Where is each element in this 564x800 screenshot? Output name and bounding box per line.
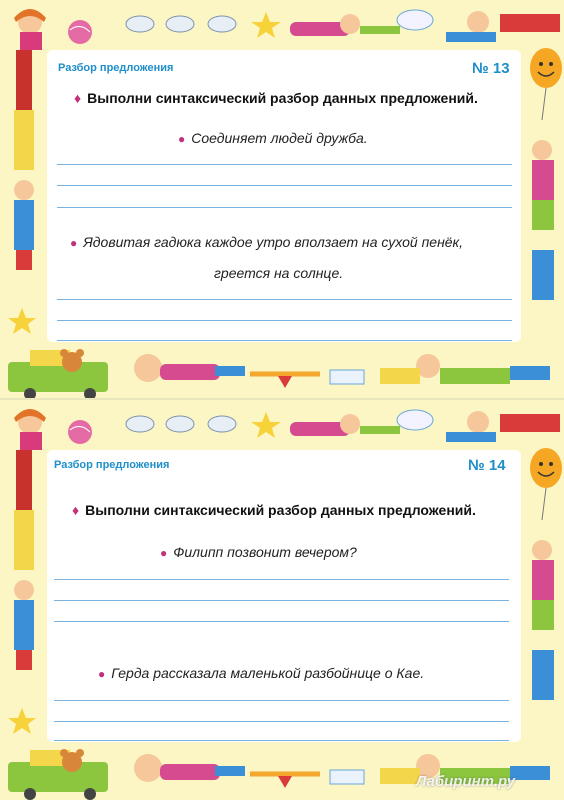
toy-car-icon [8, 750, 108, 800]
seesaw-icon [250, 774, 320, 788]
answer-line [54, 721, 509, 722]
card-number: № 14 [468, 457, 506, 474]
boy-lying-icon [380, 354, 550, 384]
dove-icon [126, 416, 236, 432]
star-icon [251, 12, 281, 38]
bullet-icon: ● [98, 667, 106, 681]
bullet-icon: ● [70, 236, 78, 250]
star-icon [8, 708, 36, 734]
bullet-icon: ● [160, 546, 168, 560]
sentence-2 [70, 234, 463, 250]
task-text: Выполни синтаксический разбор данных предложений. [85, 502, 476, 518]
top-border-illustration [0, 400, 564, 450]
sentence-1-text: Соединяет людей дружба. [191, 130, 368, 146]
answer-line [54, 621, 509, 622]
seesaw-icon [250, 374, 320, 388]
boy-lying-icon [134, 754, 245, 782]
answer-line [57, 207, 512, 208]
watermark: Лабиринт.ру [416, 773, 516, 790]
answer-line [54, 600, 509, 601]
boy-with-glasses-icon [446, 411, 560, 442]
topic-label: Разбор предложения [58, 62, 174, 74]
boy-lying-icon [134, 354, 245, 382]
star-icon [8, 308, 36, 334]
topic-label: Разбор предложения [54, 459, 170, 471]
worksheet-paper [47, 450, 521, 742]
sentence-2 [98, 665, 424, 681]
toy-car-icon [8, 350, 108, 400]
left-border-illustration [0, 440, 46, 760]
bullet-icon: ● [178, 132, 186, 146]
sentence-1 [178, 130, 368, 146]
task-instruction [72, 502, 476, 518]
answer-line [57, 164, 512, 165]
boy-with-glasses-icon [446, 11, 560, 42]
left-border-illustration [0, 40, 46, 360]
sentence-1-text: Филипп позвонит вечером? [173, 544, 357, 560]
sentence-2-continuation: греется на солнце. [214, 265, 344, 281]
answer-line [54, 579, 509, 580]
sentence-1 [160, 544, 357, 560]
card-number: № 13 [472, 60, 510, 77]
answer-line [57, 185, 512, 186]
balloon-icon [530, 448, 562, 520]
bullet-icon: ♦ [72, 502, 80, 518]
yarn-ball-icon [68, 20, 92, 44]
dove-icon [126, 16, 236, 32]
worksheet-card-14 [0, 400, 564, 800]
task-text: Выполни синтаксический разбор данных предложений. [87, 90, 478, 106]
top-border-illustration [0, 0, 564, 50]
bullet-icon: ♦ [74, 90, 82, 106]
bottom-border-illustration [0, 740, 564, 800]
right-border-illustration [522, 40, 564, 360]
balloon-icon [530, 48, 562, 120]
boy-lying-icon [290, 414, 400, 436]
yarn-ball-icon [68, 420, 92, 444]
bottom-border-illustration [0, 340, 564, 400]
boy-lying-icon [290, 14, 400, 36]
sentence-2-text: Герда рассказала маленькой разбойнице о Кае. [111, 665, 425, 681]
answer-line [57, 320, 512, 321]
right-border-illustration [522, 440, 564, 760]
answer-line [54, 700, 509, 701]
task-instruction [74, 90, 478, 106]
sentence-2-text-line-1: Ядовитая гадюка каждое утро вползает на сухой пенёк, [83, 234, 464, 250]
star-icon [251, 412, 281, 438]
answer-line [57, 299, 512, 300]
